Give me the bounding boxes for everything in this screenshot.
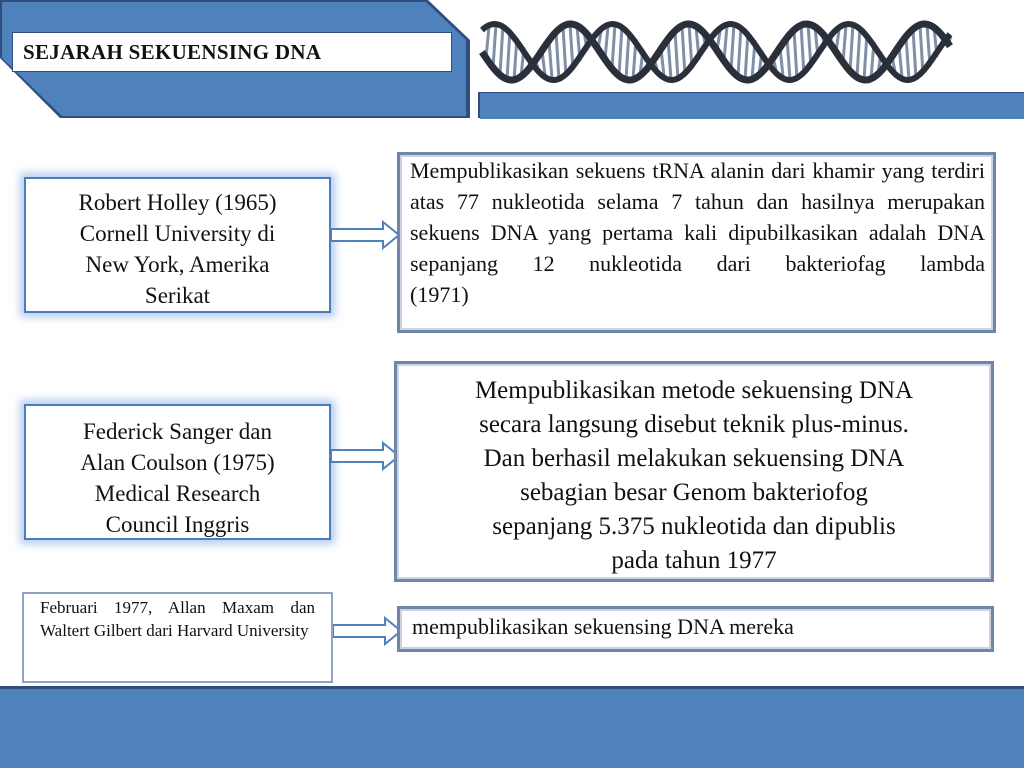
header-right-band xyxy=(480,93,1024,119)
sanger-description-line: sepanjang 5.375 nukleotida dan dipublis xyxy=(492,513,896,540)
holley-line: Serikat xyxy=(144,283,211,308)
maxam-gilbert-description: mempublikasikan sekuensing DNA mereka xyxy=(412,614,794,639)
footer-band xyxy=(0,686,1024,768)
sanger-description-line: pada tahun 1977 xyxy=(611,547,777,574)
arrow-right-icon xyxy=(331,220,401,250)
sanger-line: Federick Sanger dan xyxy=(82,419,273,444)
sanger-description-box xyxy=(394,361,994,582)
sanger-box xyxy=(24,404,331,540)
sanger-line: Alan Coulson (1975) xyxy=(80,450,275,475)
holley-line: New York, Amerika xyxy=(85,252,270,277)
sanger-description-line: Dan berhasil melakukan sekuensing DNA xyxy=(483,445,905,472)
page-title xyxy=(12,32,452,72)
maxam-gilbert-box xyxy=(22,592,333,683)
sanger-line: Medical Research xyxy=(94,481,261,506)
page-title-text: SEJARAH SEKUENSING DNA xyxy=(23,39,322,64)
arrow-right-icon xyxy=(333,616,403,646)
dna-helix-image xyxy=(478,0,1024,92)
sanger-description-line: Mempublikasikan metode sekuensing DNA xyxy=(474,377,914,404)
holley-box xyxy=(24,177,331,313)
sanger-description-line: secara langsung disebut teknik plus-minus. xyxy=(479,411,909,438)
holley-description-box xyxy=(397,152,996,333)
arrow-right-icon xyxy=(331,441,401,471)
maxam-gilbert-text: Februari 1977, Allan Maxam dan Waltert Gilbert dari Harvard University xyxy=(40,598,315,640)
holley-description: Mempublikasikan sekuens tRNA alanin dari khamir yang terdiri atas 77 nukleotida selama 7 tahun dan hasilnya merupakan sekuens DNA yang pertama kali dipubilkasikan adalah DNA sepanjang 12 nukleotida dari bakteriofag lambda xyxy=(410,158,985,276)
holley-line: Robert Holley (1965) xyxy=(78,190,277,215)
sanger-description-line: sebagian besar Genom bakteriofog xyxy=(520,479,868,506)
holley-description-year: (1971) xyxy=(410,282,469,307)
maxam-gilbert-description-box xyxy=(397,606,994,652)
sanger-line: Council Inggris xyxy=(105,512,250,537)
holley-line: Cornell University di xyxy=(79,221,276,246)
